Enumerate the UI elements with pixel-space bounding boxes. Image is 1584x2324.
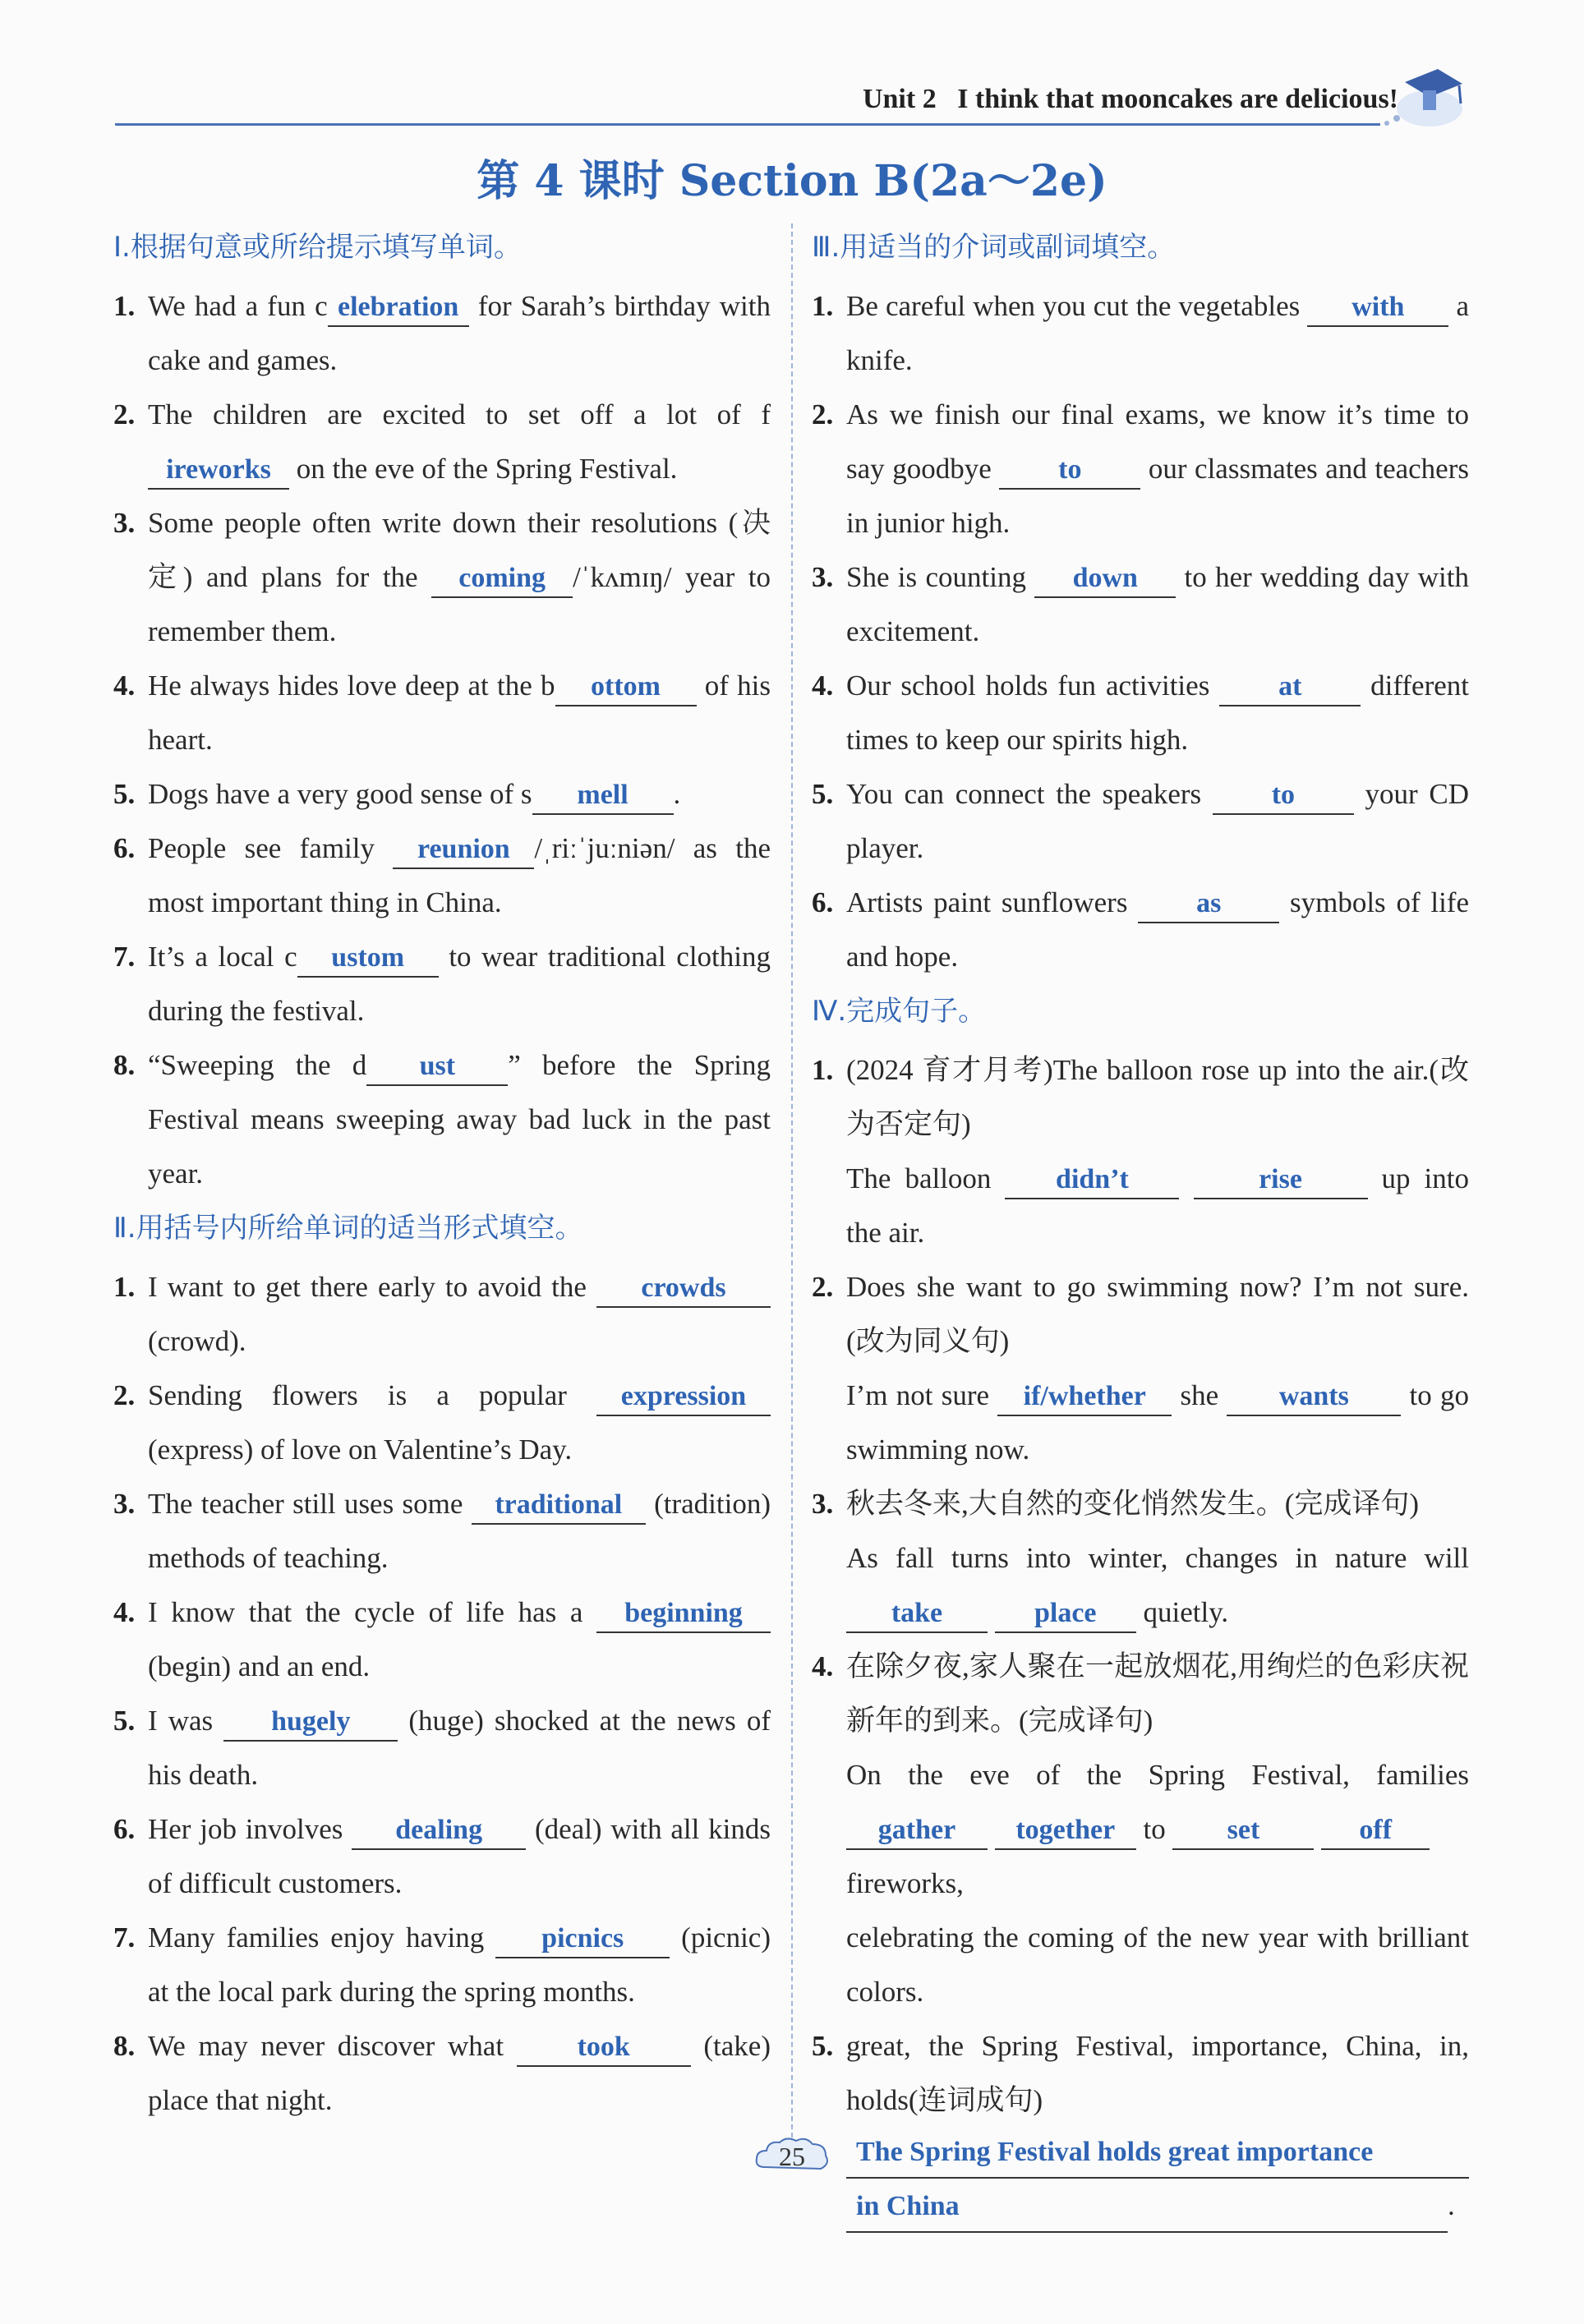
part2-list <box>113 1260 771 2128</box>
item-number: 3. <box>113 1488 136 1520</box>
item-number: 6. <box>113 1813 136 1845</box>
item-number: 4. <box>113 670 136 702</box>
q3-prompt: 秋去冬来,大自然的变化悄然发生。(完成译句) <box>846 1488 1420 1520</box>
q3-answer-1[interactable]: take <box>846 1595 988 1633</box>
answer-blank[interactable]: down <box>1034 560 1176 598</box>
answer-blank[interactable]: with <box>1307 289 1448 327</box>
answer-blank[interactable]: picnics <box>495 1921 670 1958</box>
q2-answer-2[interactable]: wants <box>1227 1378 1401 1416</box>
item-number: 6. <box>812 886 834 918</box>
left-column <box>113 223 771 2128</box>
answer-blank[interactable]: coming <box>431 560 573 598</box>
answer-blank[interactable]: expression <box>596 1378 771 1416</box>
list-item <box>812 876 1469 984</box>
item-text-before: Sending flowers is a popular <box>148 1379 596 1411</box>
answer-blank[interactable]: reunion <box>393 831 534 869</box>
part4-q2 <box>812 1260 1469 1477</box>
q2-prompt: Does she want to go swimming now? I’m not sure.(改为同义句) <box>846 1271 1469 1357</box>
list-item <box>812 388 1469 550</box>
q4-line2: celebrating the coming of the new year with brilliant colors. <box>846 1921 1469 2008</box>
item-text-before: Be careful when you cut the vegetables <box>846 290 1308 322</box>
item-text-after: different times to keep our spirits high. <box>846 670 1469 756</box>
item-text-after: /ˌriːˈjuːniən/ as the most important thing in China. <box>148 832 771 918</box>
list-item <box>113 2019 771 2128</box>
q3-line-before: As fall turns into winter, changes in nature will <box>846 1542 1469 1574</box>
q5-answer-line-1[interactable]: The Spring Festival holds great importance <box>846 2128 1469 2179</box>
list-item <box>812 659 1469 767</box>
item-text-after: to wear traditional clothing during the festival. <box>148 941 771 1027</box>
item-number: 2. <box>113 1379 136 1411</box>
answer-blank[interactable]: to <box>1213 777 1354 815</box>
answer-blank[interactable]: took <box>517 2029 691 2067</box>
list-item <box>113 767 771 821</box>
item-number: 1. <box>113 290 136 322</box>
q4-mid: to <box>1135 1813 1173 1845</box>
part3-list <box>812 279 1469 984</box>
item-text-before: The children are excited to set off a lot of f <box>148 398 771 430</box>
section-title: 第 4 课时 Section B(2a～2e) <box>477 156 1107 206</box>
answer-blank[interactable]: elebration <box>328 289 469 327</box>
answer-blank[interactable]: hugely <box>223 1704 398 1742</box>
answer-blank[interactable]: mell <box>532 777 674 815</box>
item-number: 1. <box>812 290 834 322</box>
graduation-cap-icon <box>1380 58 1471 140</box>
item-number: 2. <box>812 398 834 430</box>
q4-answer-2[interactable]: together <box>995 1812 1136 1850</box>
list-item <box>113 930 771 1038</box>
item-number: 5. <box>113 778 136 810</box>
q4-answer-4[interactable]: off <box>1321 1812 1430 1850</box>
list-item <box>113 1477 771 1585</box>
item-text-after: your CD player. <box>846 778 1470 864</box>
answer-blank[interactable]: beginning <box>596 1595 771 1633</box>
item-text-before: People see family <box>148 832 394 864</box>
answer-blank[interactable]: crowds <box>596 1270 771 1308</box>
header-rule <box>115 123 1380 126</box>
list-item <box>113 279 771 388</box>
item-number: 1. <box>113 1271 136 1303</box>
answer-blank[interactable]: at <box>1219 669 1361 706</box>
list-item <box>113 1911 771 2019</box>
column-divider <box>791 223 793 2138</box>
item-text-before: We had a fun c <box>148 290 328 322</box>
q3-answer-2[interactable]: place <box>995 1595 1136 1633</box>
list-item <box>113 659 771 767</box>
item-text-before: Her job involves <box>148 1813 352 1845</box>
item-text-after: . <box>673 778 681 810</box>
q1-line-after: up into the air. <box>846 1162 1470 1249</box>
q4-answer-3[interactable]: set <box>1172 1812 1314 1850</box>
item-text-before: We may never discover what <box>148 2030 517 2062</box>
answer-blank[interactable]: to <box>999 452 1140 490</box>
item-text-after: to her wedding day with excitement. <box>846 561 1469 647</box>
page-header <box>115 76 1471 133</box>
q5-answer-line-2[interactable]: in China <box>846 2182 1448 2233</box>
item-text-after: (huge) shocked at the news of his death. <box>148 1705 771 1791</box>
part4-heading: Ⅳ.完成句子。 <box>812 995 987 1028</box>
item-number: 5. <box>812 778 834 810</box>
item-text-before: As we finish our final exams, we know it’s time to say goodbye <box>846 398 1469 485</box>
item-text-after: (express) of love on Valentine’s Day. <box>148 1434 573 1466</box>
item-number: 4. <box>113 1596 136 1628</box>
item-text-after: (begin) and an end. <box>148 1650 371 1682</box>
q2-mid: she <box>1172 1379 1227 1411</box>
list-item <box>113 1369 771 1477</box>
q1-answer-2[interactable]: rise <box>1194 1162 1368 1199</box>
item-number: 8. <box>113 2030 136 2062</box>
list-item <box>812 767 1469 876</box>
item-number: 4. <box>812 1650 834 1682</box>
list-item <box>113 1038 771 1201</box>
item-text-before: “Sweeping the d <box>148 1049 367 1081</box>
part3-heading: Ⅲ.用适当的介词或副词填空。 <box>812 231 1176 264</box>
q4-line-after: fireworks, <box>846 1867 964 1899</box>
item-number: 3. <box>812 1488 834 1520</box>
item-number: 3. <box>113 507 136 539</box>
q2-line-before: I’m not sure <box>846 1379 998 1411</box>
item-text-before: Some people often write down their resolutions (决定) and plans for the <box>148 507 771 593</box>
item-text-after: (picnic) at the local park during the spring months. <box>148 1921 771 2008</box>
item-number: 6. <box>113 832 136 864</box>
item-text-after: (deal) with all kinds of difficult customers. <box>148 1813 771 1899</box>
item-text-after: (crowd). <box>148 1325 246 1357</box>
item-text-after: (take) place that night. <box>148 2030 771 2116</box>
item-text-after: our classmates and teachers in junior high. <box>846 453 1469 539</box>
list-item <box>113 1694 771 1802</box>
item-number: 2. <box>812 1271 834 1303</box>
item-text-after: (tradition) methods of teaching. <box>148 1488 771 1574</box>
part4-q4 <box>812 1640 1469 2019</box>
item-text-before: I want to get there early to avoid the <box>148 1271 596 1303</box>
answer-blank[interactable]: ireworks <box>148 452 289 490</box>
item-text-after: symbols of life and hope. <box>846 886 1469 973</box>
item-text-before: You can connect the speakers <box>846 778 1213 810</box>
item-text-after: a knife. <box>846 290 1469 376</box>
answer-blank[interactable]: ottom <box>555 669 697 706</box>
part2-heading: Ⅱ.用括号内所给单词的适当形式填空。 <box>113 1212 583 1245</box>
answer-blank[interactable]: ustom <box>297 940 439 978</box>
item-text-before: I know that the cycle of life has a <box>148 1596 596 1628</box>
item-text-after: ” before the Spring Festival means sweeping away bad luck in the past year. <box>148 1049 771 1190</box>
part4-q5 <box>812 2019 1469 2233</box>
part1-list <box>113 279 771 1201</box>
item-number: 5. <box>113 1705 136 1737</box>
page-number-badge <box>752 2134 832 2179</box>
list-item <box>113 388 771 496</box>
item-text-after: of his heart. <box>148 670 771 756</box>
part4-q1 <box>812 1043 1469 1260</box>
item-text-before: She is counting <box>846 561 1035 593</box>
right-column <box>812 223 1469 2233</box>
item-text-after: for Sarah’s birthday with cake and games. <box>148 290 771 376</box>
item-text-before: It’s a local c <box>148 941 297 973</box>
item-number: 7. <box>113 1921 136 1954</box>
unit-title: Unit 2 I think that mooncakes are delicious! <box>862 84 1398 114</box>
q1-prompt: (2024 育才月考)The balloon rose up into the air.(改为否定句) <box>846 1054 1469 1140</box>
q1-answer-1[interactable]: didn’t <box>1005 1162 1179 1199</box>
page-number: 25 <box>779 2142 805 2171</box>
item-text-after: /ˈkʌmɪŋ/ year to remember them. <box>148 561 771 647</box>
q5-end: . <box>1448 2189 1455 2221</box>
q4-prompt: 在除夕夜,家人聚在一起放烟花,用绚烂的色彩庆祝新年的到来。(完成译句) <box>846 1650 1469 1737</box>
item-text-before: The teacher still uses some <box>148 1488 472 1520</box>
q2-line-after: to go swimming now. <box>846 1379 1469 1466</box>
q1-line-before: The balloon <box>846 1162 1006 1194</box>
part4-q3 <box>812 1477 1469 1640</box>
answer-blank[interactable]: as <box>1138 886 1279 923</box>
item-text-before: Dogs have a very good sense of s <box>148 778 532 810</box>
list-item <box>113 1802 771 1911</box>
item-number: 1. <box>812 1054 834 1086</box>
item-text-before: Artists paint sunflowers <box>846 886 1139 918</box>
list-item <box>812 550 1469 659</box>
item-number: 8. <box>113 1049 136 1081</box>
answer-blank[interactable]: traditional <box>472 1487 646 1525</box>
q2-answer-1[interactable]: if/whether <box>997 1378 1172 1416</box>
list-item <box>113 1260 771 1369</box>
q3-line-after: quietly. <box>1135 1596 1229 1628</box>
q4-line-before: On the eve of the Spring Festival, families <box>846 1759 1469 1791</box>
item-text-before: He always hides love deep at the b <box>148 670 555 702</box>
item-number: 7. <box>113 941 136 973</box>
item-number: 5. <box>812 2030 834 2062</box>
item-number: 2. <box>113 398 136 430</box>
list-item <box>113 821 771 930</box>
item-text-before: I was <box>148 1705 224 1737</box>
item-number: 3. <box>812 561 834 593</box>
list-item <box>812 279 1469 388</box>
answer-blank[interactable]: ust <box>366 1048 508 1086</box>
item-number: 4. <box>812 670 834 702</box>
q4-answer-1[interactable]: gather <box>846 1812 988 1850</box>
list-item <box>113 496 771 659</box>
list-item <box>113 1585 771 1694</box>
item-text-before: Our school holds fun activities <box>846 670 1220 702</box>
answer-blank[interactable]: dealing <box>352 1812 526 1850</box>
q5-prompt: great, the Spring Festival, importance, China, in, holds(连词成句) <box>846 2030 1469 2116</box>
part1-heading: Ⅰ.根据句意或所给提示填写单词。 <box>113 231 522 264</box>
item-text-before: Many families enjoy having <box>148 1921 496 1954</box>
item-text-after: on the eve of the Spring Festival. <box>289 453 678 485</box>
